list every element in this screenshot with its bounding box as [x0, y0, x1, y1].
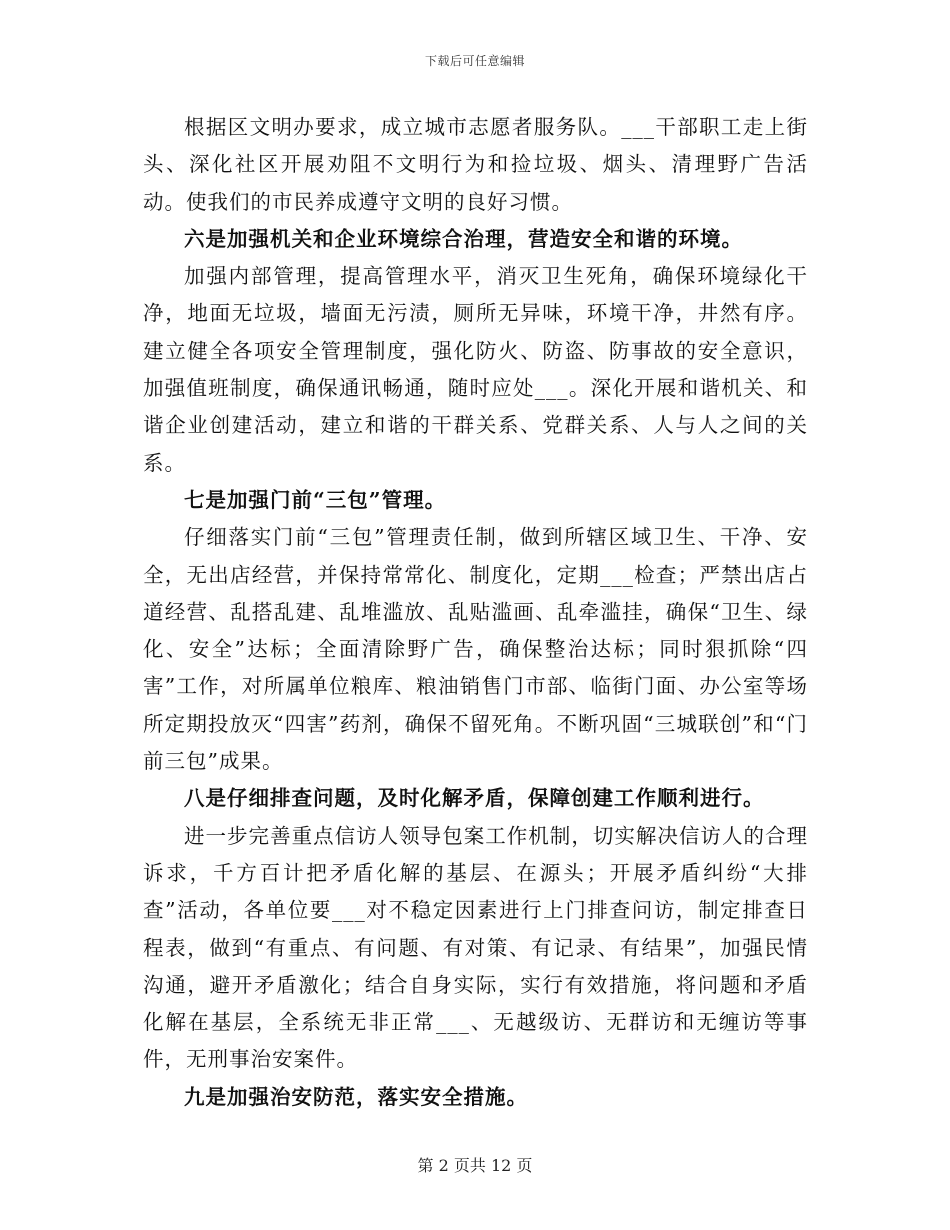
page-header: 下载后可任意编辑 [424, 54, 525, 68]
document-body [143, 109, 808, 1116]
section-heading: 九是加强治安防范，落实安全措施。 [184, 1084, 528, 1109]
section-heading: 八是仔细排查问题，及时化解矛盾，保障创建工作顺利进行。 [184, 786, 765, 811]
paragraph-body: 根据区文明办要求，成立城市志愿者服务队。___干部职工走上街头、深化社区开展劝阻不文明行为和捡垃圾、烟头、清理野广告活动。使我们的市民养成遵守文明的良好习惯。 [143, 115, 808, 214]
paragraph-body: 仔细落实门前“三包”管理责任制，做到所辖区域卫生、干净、安全，无出店经营，并保持常常化、制度化，定期___检查；严禁出店占道经营、乱搭乱建、乱堆滥放、乱贴滥画、乱牵滥挂，确保“卫生、绿化、安全”达标；全面清除野广告，确保整治达标；同时狠抓除“四害”工作，对所属单位粮库、粮油销售门市部、临街门面、办公室等场所定期投放灭“四害”药剂，确保不留死角。不断巩固“三城联创”和“门前三包”成果。 [143, 525, 808, 774]
paragraph-body: 进一步完善重点信访人领导包案工作机制，切实解决信访人的合理诉求，千方百计把矛盾化解的基层、在源头；开展矛盾纠纷“大排查”活动，各单位要___对不稳定因素进行上门排查问访，制定排查日程表，做到“有重点、有问题、有对策、有记录、有结果”，加强民情沟通，避开矛盾激化；结合自身实际，实行有效措施，将问题和矛盾化解在基层，全系统无非正常___、无越级访、无群访和无缠访等事件，无刑事治安案件。 [143, 823, 808, 1072]
page-number: 第 2 页共 12 页 [417, 1156, 533, 1175]
section-heading: 六是加强机关和企业环境综合治理，营造安全和谐的环境。 [184, 226, 743, 251]
section-heading: 七是加强门前“三包”管理。 [184, 487, 447, 512]
paragraph-body: 加强内部管理，提高管理水平，消灭卫生死角，确保环境绿化干净，地面无垃圾，墙面无污渍，厕所无异味，环境干净，井然有序。建立健全各项安全管理制度，强化防火、防盗、防事故的安全意识，加强值班制度，确保通讯畅通，随时应处___。深化开展和谐机关、和谐企业创建活动，建立和谐的干群关系、党群关系、人与人之间的关系。 [143, 264, 808, 475]
